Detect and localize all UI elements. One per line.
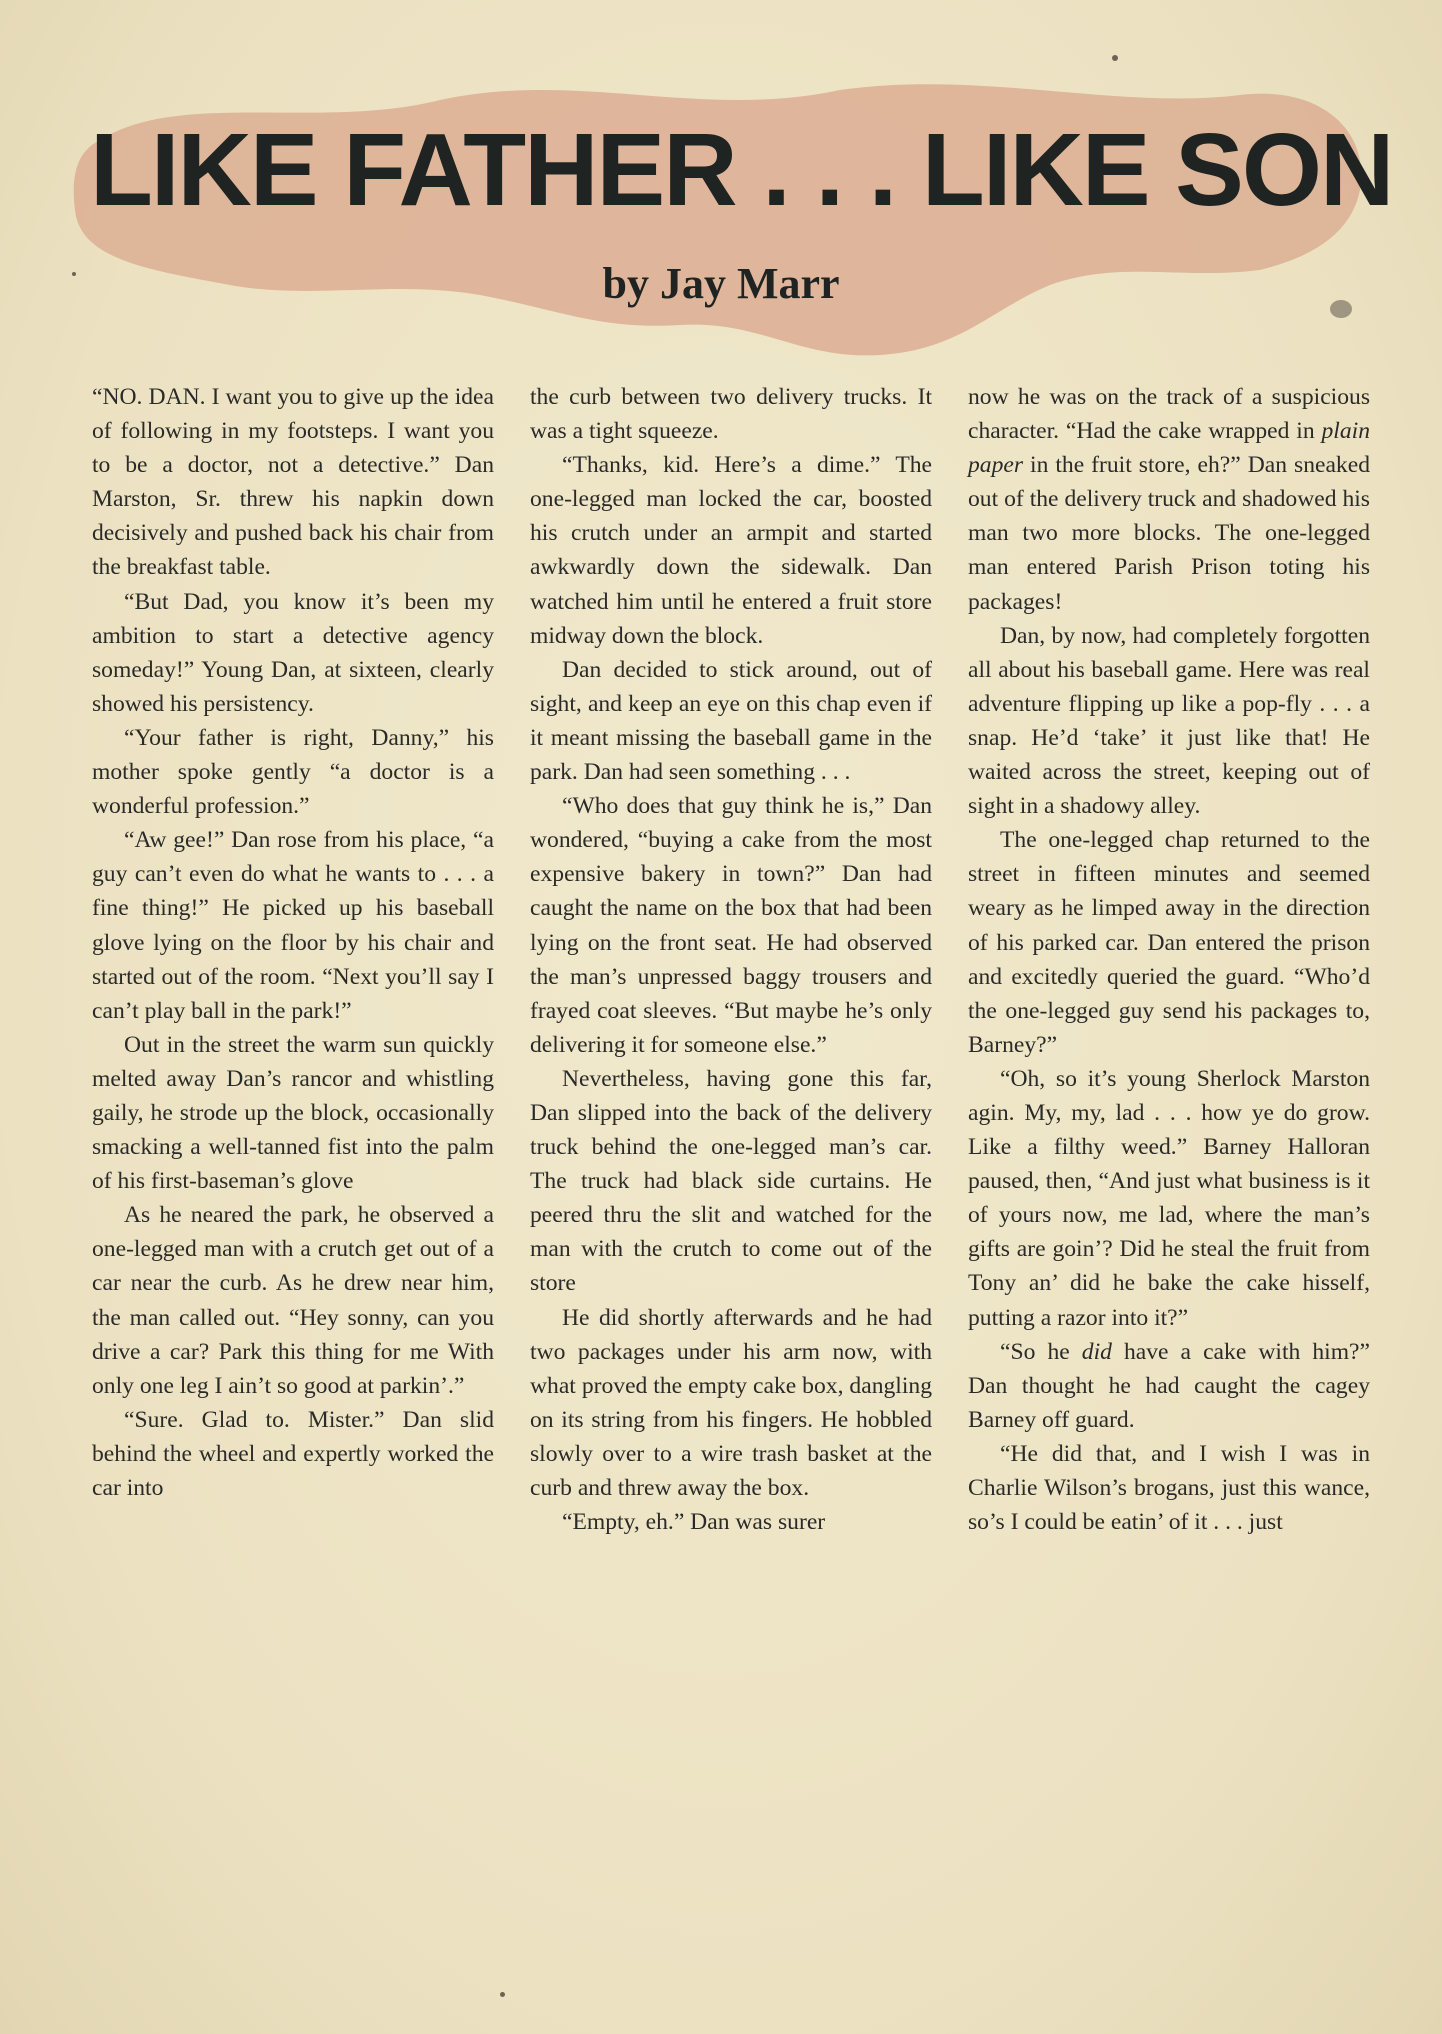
paragraph: “Aw gee!” Dan rose from his place, “a guy can’t even do what he wants to . . . a fine thing!” He picked up his baseball glove lying on the floor by his chair and started out of the room. “Next you’ll say I can’t play ball in the park!” [92, 827, 494, 1024]
paragraph: Dan decided to stick around, out of sight, and keep an eye on this chap even if it meant missing the baseball game in the park. Dan had seen something . . . [530, 656, 932, 786]
paragraph: Dan, by now, had completely forgotten all about his baseball game. Here was real adventure flipping up like a pop-fly . . . a snap. He’d ‘take’ it just like that! He waited across the street, keeping out of sight in a shadowy alley. [968, 622, 1370, 820]
story-byline: by Jay Marr [602, 259, 840, 308]
print-speck [500, 1992, 505, 1997]
paragraph [968, 1335, 1370, 1437]
article-columns [92, 380, 1370, 1930]
print-speck [1112, 55, 1118, 61]
paragraph: “Who does that guy think he is,” Dan wondered, “buying a cake from the most expensive bakery in town?” Dan had caught the name on the box that had been lying on the front seat. He had observed the man’s unpressed baggy trousers and frayed coat sleeves. “But maybe he’s only delivering it for someone else.” [530, 793, 932, 1058]
text-run: in the fruit store, eh?” Dan sneaked out of the delivery truck and shadowed his man two more blocks. The one-legged man entered Parish Prison toting his packages! [968, 452, 1370, 615]
paragraph [968, 380, 1370, 619]
paragraph: Nevertheless, having gone this far, Dan slipped into the back of the delivery truck behind the one-legged man’s car. The truck had black side curtains. He peered thru the slit and watched for the man with the crutch to come out of the store [530, 1065, 932, 1297]
print-speck [1330, 300, 1352, 318]
italic-text: plain paper [968, 418, 1370, 479]
paragraph: Out in the street the warm sun quickly melted away Dan’s rancor and whistling gaily, he strode up the block, occasionally smacking a well-tanned fist into the palm of his first-baseman’s glove [92, 1031, 494, 1195]
paragraph: He did shortly afterwards and he had two packages under his arm now, with what proved the empty cake box, dangling on its string from his fingers. He hobbled slowly over to a wire trash basket at the curb and threw away the box. [530, 1304, 932, 1501]
paragraph: “Oh, so it’s young Sherlock Marston agin. My, my, lad . . . how ye do grow. Like a filthy weed.” Barney Halloran paused, then, “And just what business is it of yours now, me lad, where the man’s gifts are goin’? Did he steal the fruit from Tony an’ did he bake the cake hisself, putting a razor into it?” [968, 1065, 1370, 1331]
paragraph: “But Dad, you know it’s been my ambition to start a detective agency someday!” Young Dan, at sixteen, clearly showed his persistency. [92, 588, 494, 717]
text-run: have a cake with him?” Dan thought he had caught the cagey Barney off guard. [968, 1338, 1370, 1433]
paragraph: “Your father is right, Danny,” his mother spoke gently “a doctor is a wonderful profession.” [92, 724, 494, 820]
paragraph: the curb between two delivery trucks. It was a tight squeeze. [530, 384, 932, 445]
paragraph: “Sure. Glad to. Mister.” Dan slid behind the wheel and expertly worked the car into [92, 1406, 494, 1501]
paragraph: “He did that, and I wish I was in Charlie Wilson’s brogans, just this wance, so’s I could be eatin’ of it . . . just [968, 1440, 1370, 1536]
paragraph: As he neared the park, he observed a one-legged man with a crutch get out of a car near the curb. As he drew near him, the man called out. “Hey sonny, can you drive a car? Park this thing for me With only one leg I ain’t so good at parkin’.” [92, 1202, 494, 1399]
column-3 [968, 380, 1370, 1930]
text-run: now he was on the track of a suspicious character. “Had the cake wrapped in [968, 384, 1370, 445]
story-title: LIKE FATHER . . . LIKE SON [90, 112, 1393, 227]
text-run: “So he [1000, 1338, 1082, 1365]
print-speck [72, 272, 76, 276]
paragraph: “NO. DAN. I want you to give up the idea of following in my footsteps. I want you to be a doctor, not a detective.” Dan Marston, Sr. threw his napkin down decisively and pushed back his chair from the breakfast table. [92, 384, 494, 581]
paragraph: The one-legged chap returned to the street in fifteen minutes and seemed weary as he limped away in the direction of his parked car. Dan entered the prison and excitedly queried the guard. “Who’d the one-legged guy send his packages to, Barney?” [968, 827, 1370, 1058]
column-2 [530, 380, 932, 1930]
column-1 [92, 380, 494, 1930]
paragraph: “Thanks, kid. Here’s a dime.” The one-legged man locked the car, boosted his crutch under an armpit and started awkwardly down the sidewalk. Dan watched him until he entered a fruit store midway down the block. [530, 452, 932, 649]
italic-text: did [1081, 1338, 1112, 1365]
paragraph: “Empty, eh.” Dan was surer [562, 1509, 826, 1536]
